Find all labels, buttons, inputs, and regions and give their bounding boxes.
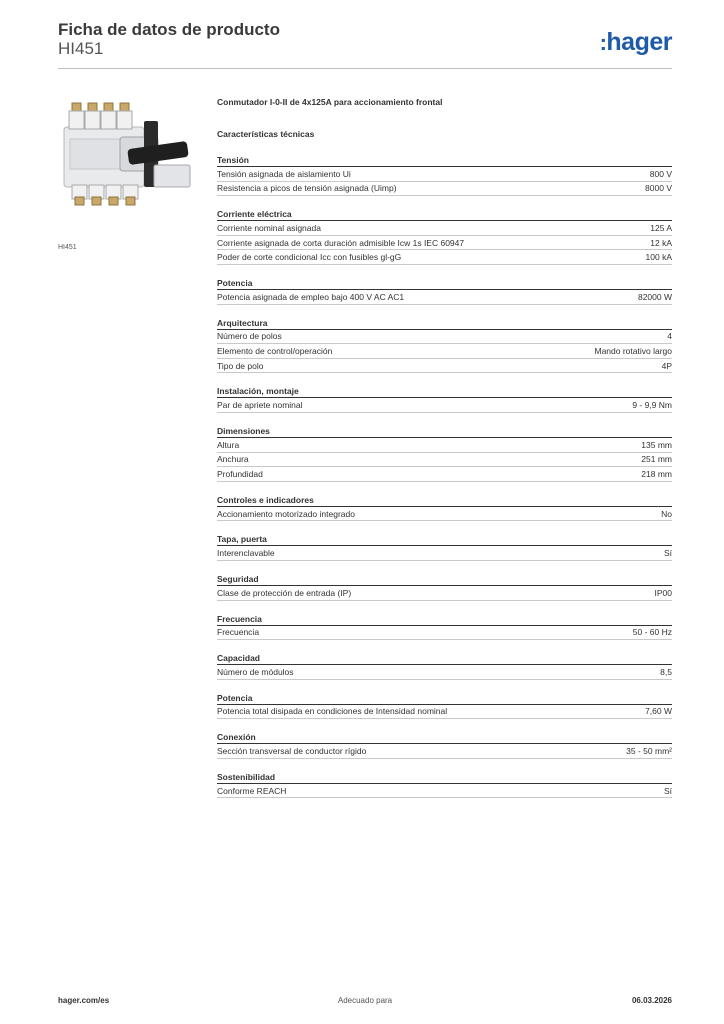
- spec-row: [217, 705, 672, 720]
- product-description: Conmutador I-0-II de 4x125A para accionamiento frontal: [217, 97, 443, 107]
- section-title: Arquitectura: [217, 317, 672, 330]
- section-title: Tensión: [217, 154, 672, 167]
- spec-row: [217, 250, 672, 265]
- spec-section: [217, 771, 672, 799]
- product-reference: HI451: [58, 39, 104, 58]
- spec-section: [217, 425, 672, 482]
- spec-row: [217, 290, 672, 305]
- section-title: Sostenibilidad: [217, 771, 672, 784]
- spec-label: Accionamiento motorizado integrado: [217, 508, 355, 519]
- spec-row: [217, 467, 672, 482]
- spec-section: [217, 573, 672, 601]
- spec-row: [217, 438, 672, 453]
- spec-label: Interenclavable: [217, 548, 275, 559]
- spec-value: Sí: [663, 785, 672, 796]
- spec-row: [217, 626, 672, 641]
- section-title: Capacidad: [217, 652, 672, 665]
- spec-row: [217, 665, 672, 680]
- spec-row: [217, 507, 672, 522]
- spec-row: [217, 784, 672, 799]
- section-title: Potencia: [217, 692, 672, 705]
- spec-label: Número de módulos: [217, 666, 294, 677]
- spec-value: 8,5: [660, 666, 672, 677]
- spec-label: Potencia asignada de empleo bajo 400 V AC AC1: [217, 291, 405, 302]
- section-title: Dimensiones: [217, 425, 672, 438]
- spec-section: [217, 208, 672, 265]
- spec-section: [217, 731, 672, 759]
- spec-label: Tipo de polo: [217, 360, 264, 371]
- spec-value: 82000 W: [637, 291, 672, 302]
- spec-row: [217, 398, 672, 413]
- spec-value: 100 kA: [645, 252, 672, 263]
- spec-row: [217, 359, 672, 374]
- spec-value: 218 mm: [641, 468, 672, 479]
- section-title: Frecuencia: [217, 613, 672, 626]
- spec-row: [217, 586, 672, 601]
- spec-row: [217, 182, 672, 197]
- spec-label: Conforme REACH: [217, 785, 287, 796]
- spec-value: 35 - 50 mm²: [626, 746, 672, 757]
- spec-row: [217, 330, 672, 345]
- spec-value: No: [661, 508, 672, 519]
- section-title: Seguridad: [217, 573, 672, 586]
- spec-sections: [217, 154, 672, 798]
- footer-center-text: Adecuado para: [337, 996, 393, 1005]
- spec-section: [217, 494, 672, 522]
- spec-section: [217, 317, 672, 374]
- spec-section: [217, 385, 672, 413]
- section-title: Instalación, montaje: [217, 385, 672, 398]
- spec-label: Potencia total disipada en condiciones de Intensidad nominal: [217, 706, 448, 717]
- hager-logo: :hager: [599, 28, 672, 56]
- document-title: Ficha de datos de producto: [58, 20, 280, 39]
- page-footer: [58, 996, 672, 1008]
- spec-section: [217, 613, 672, 641]
- spec-label: Resistencia a picos de tensión asignada (Uimp): [217, 183, 397, 194]
- spec-label: Tensión asignada de aislamiento Ui: [217, 168, 351, 179]
- spec-section: [217, 652, 672, 680]
- spec-row: [217, 344, 672, 359]
- spec-value: 125 A: [650, 222, 672, 233]
- spec-value: 50 - 60 Hz: [632, 627, 672, 638]
- spec-content: [217, 96, 672, 798]
- spec-value: 7,60 W: [645, 706, 672, 717]
- image-caption: HI451: [58, 244, 77, 251]
- spec-value: Sí: [663, 548, 672, 559]
- spec-row: [217, 167, 672, 182]
- spec-label: Sección transversal de conductor rígido: [217, 746, 367, 757]
- spec-value: Mando rotativo largo: [594, 345, 672, 356]
- spec-section: [217, 154, 672, 196]
- spec-label: Clase de protección de entrada (IP): [217, 587, 352, 598]
- spec-value: 8000 V: [645, 183, 672, 194]
- spec-label: Par de apriete nominal: [217, 400, 303, 411]
- section-title: Conexión: [217, 731, 672, 744]
- spec-row: [217, 453, 672, 468]
- header-divider: [58, 68, 672, 69]
- spec-value: 800 V: [649, 168, 672, 179]
- spec-section: [217, 533, 672, 561]
- spec-label: Corriente asignada de corta duración admisible Icw 1s IEC 60947: [217, 237, 465, 248]
- footer-website: hager.com/es: [58, 996, 110, 1005]
- spec-label: Número de polos: [217, 331, 282, 342]
- spec-label: Poder de corte condicional Icc con fusibles gl-gG: [217, 252, 402, 263]
- spec-row: [217, 221, 672, 236]
- logo-text: hager: [606, 28, 672, 56]
- spec-value: 135 mm: [641, 439, 672, 450]
- spec-label: Altura: [217, 439, 240, 450]
- footer-date: 06.03.2026: [631, 996, 672, 1005]
- spec-value: 4P: [661, 360, 672, 371]
- spec-section: [217, 692, 672, 720]
- spec-label: Frecuencia: [217, 627, 260, 638]
- section-title: Tapa, puerta: [217, 533, 672, 546]
- spec-value: 251 mm: [641, 454, 672, 465]
- spec-label: Profundidad: [217, 468, 263, 479]
- page-header: [58, 20, 672, 70]
- spec-label: Elemento de control/operación: [217, 345, 333, 356]
- spec-section: [217, 277, 672, 305]
- section-title: Controles e indicadores: [217, 494, 672, 507]
- section-title: Corriente eléctrica: [217, 208, 672, 221]
- spec-value: 9 - 9,9 Nm: [632, 400, 672, 411]
- spec-row: [217, 236, 672, 251]
- spec-label: Corriente nominal asignada: [217, 222, 321, 233]
- spec-label: Anchura: [217, 454, 249, 465]
- characteristics-heading: Características técnicas: [217, 129, 315, 139]
- product-image: [58, 95, 198, 235]
- spec-value: IP00: [654, 587, 672, 598]
- spec-value: 12 kA: [650, 237, 672, 248]
- section-title: Potencia: [217, 277, 672, 290]
- spec-value: 4: [667, 331, 672, 342]
- spec-row: [217, 546, 672, 561]
- spec-row: [217, 744, 672, 759]
